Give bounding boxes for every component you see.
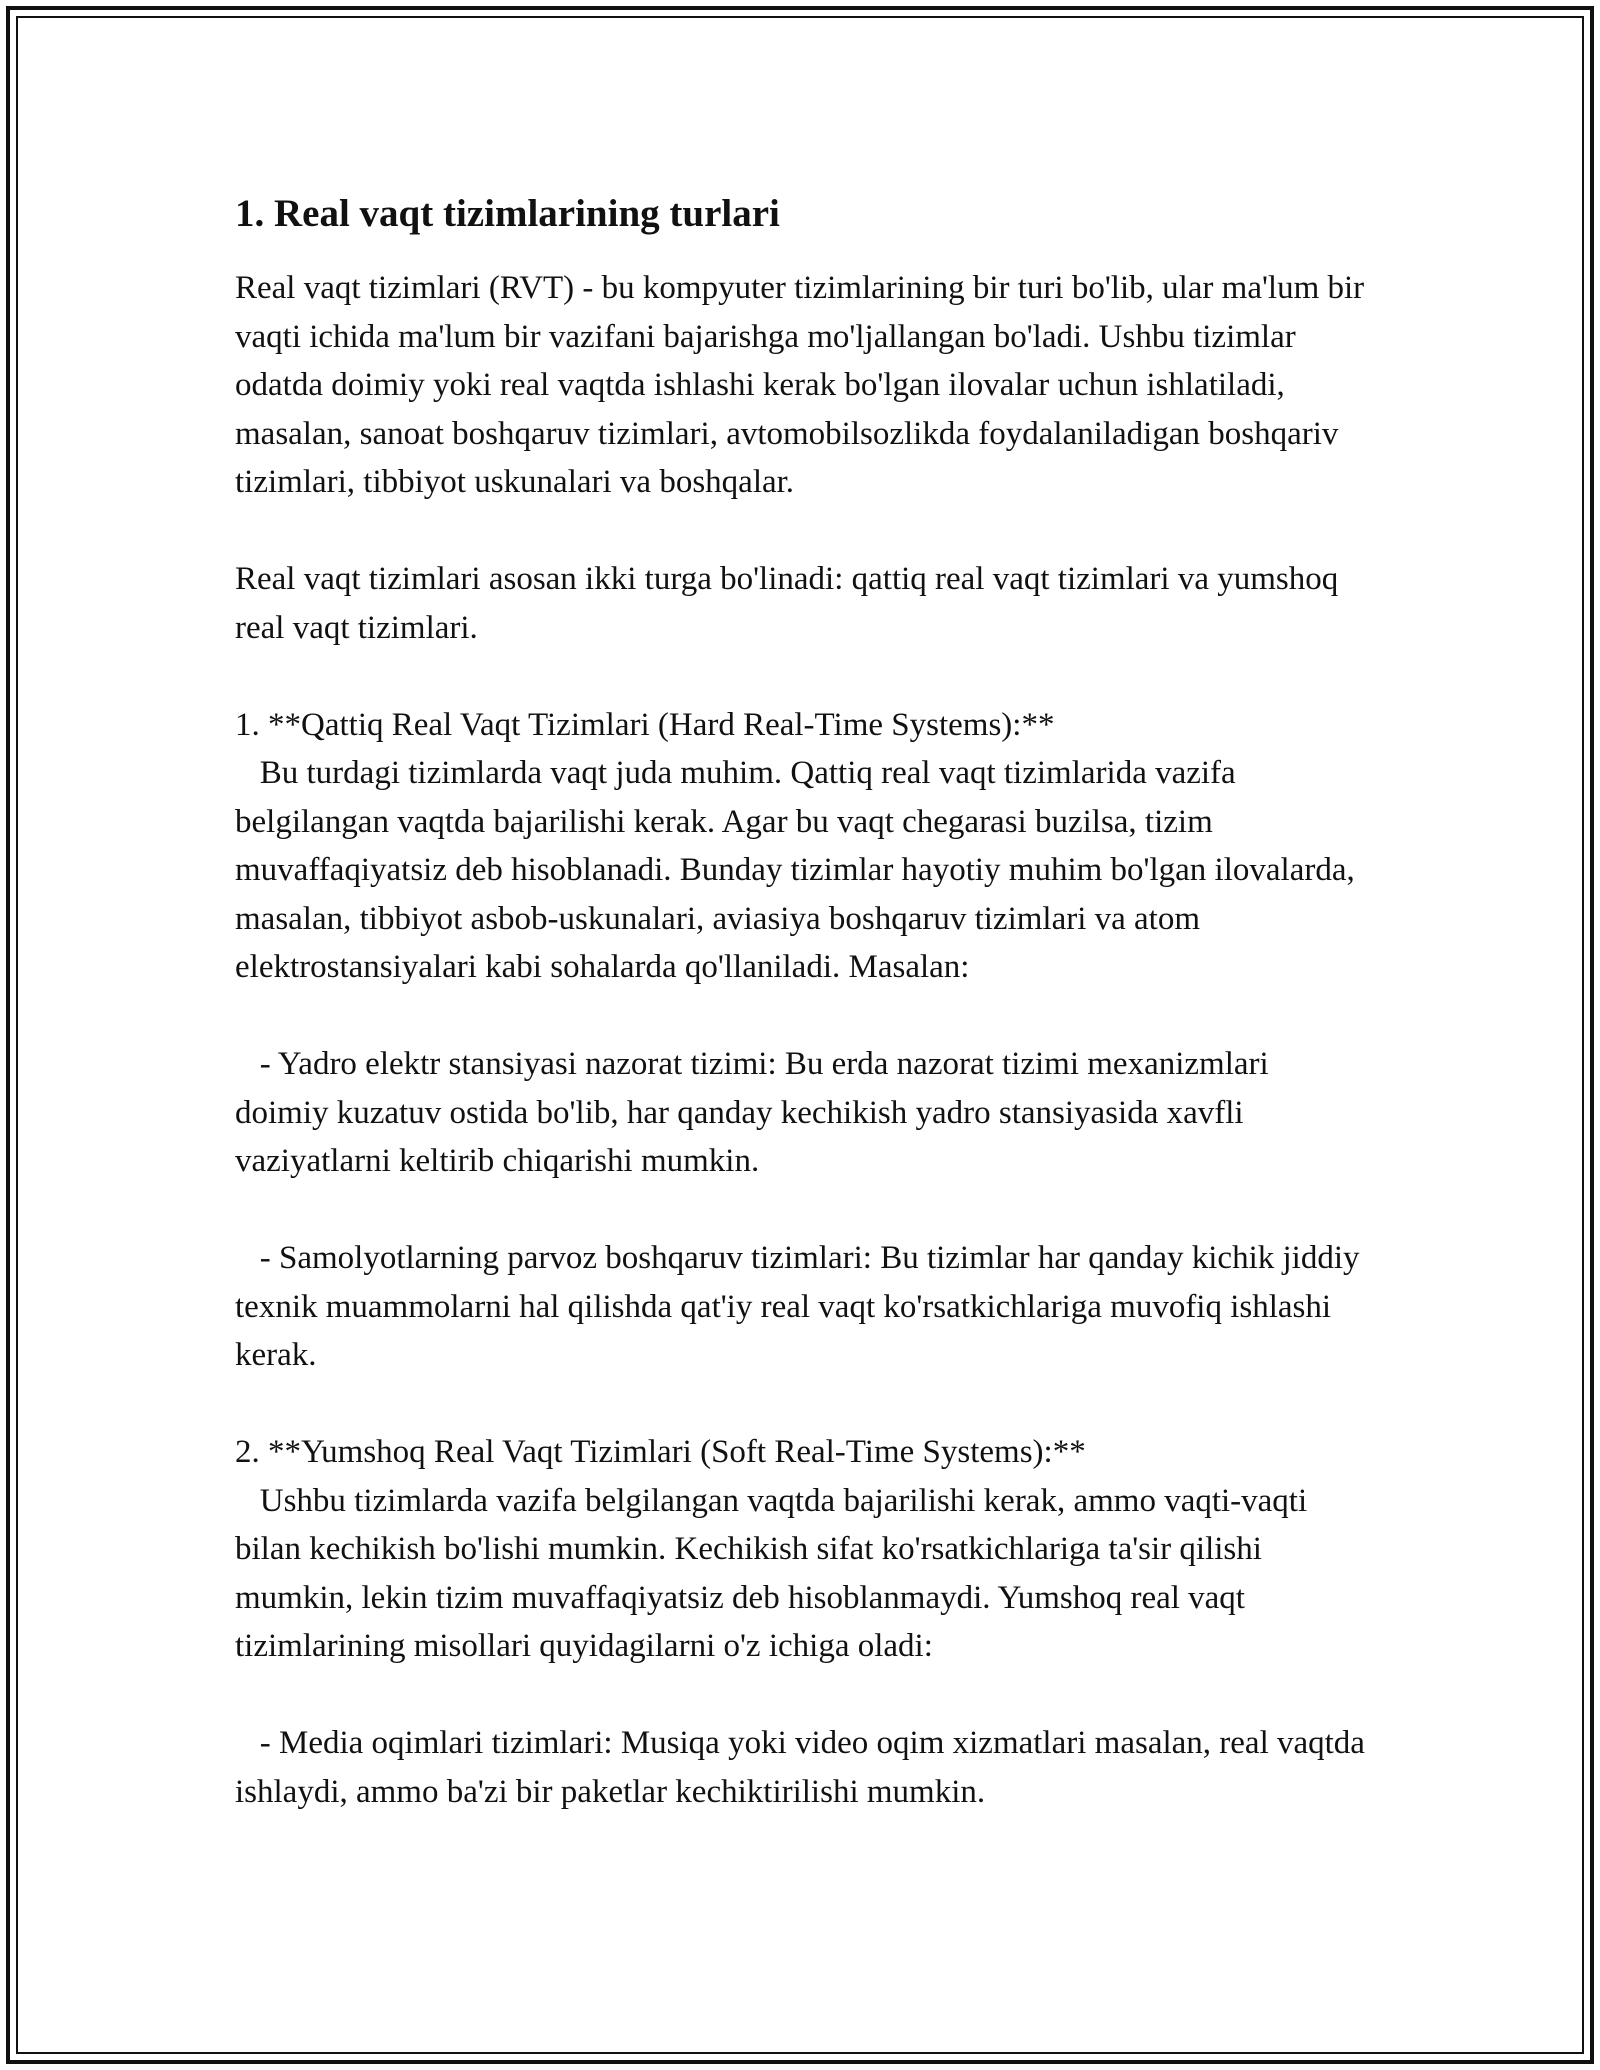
list-item-media-streaming: - Media oqimlari tizimlari: Musiqa yoki video oqim xizmatlari masalan, real vaqtda ishlaydi, ammo ba'zi bir paketlar kechiktirilishi mumkin. [235, 1725, 1374, 1810]
list-item-flight-control: - Samolyotlarning parvoz boshqaruv tizimlari: Bu tizimlar har qanday kichik jiddiy texnik muammolarni hal qilishda qat'iy real vaqt ko'rsatkichlariga muvofiq ishlashi kerak. [235, 1240, 1368, 1373]
paragraph-intro: Real vaqt tizimlari (RVT) - bu kompyuter tizimlarining bir turi bo'lib, ular ma'lum bir vaqti ichida ma'lum bir vazifani bajarishga mo'ljallangan bo'ladi. Ushbu tizimlar odatda doimiy yoki real vaqtda ishlashi kerak bo'lgan ilovalar uchun ishlatiladi, masalan, sanoat boshqaruv tizimlari, avtomobilsozlikda foydalaniladigan boshqariv tizimlari, tibbiyot uskunalari va boshqalar. [235, 270, 1373, 500]
document-title: 1. Real vaqt tizimlarining turlari [235, 192, 780, 235]
paragraph-spacer [235, 507, 1365, 556]
document-body [235, 190, 1374, 1816]
paragraph-spacer [235, 652, 1365, 701]
list-item-nuclear-control: - Yadro elektr stansiyasi nazorat tizimi: Bu erda nazorat tizimi mexanizmlari doimiy kuzatuv ostida bo'lib, har qanday kechikish yadro stansiyasida xavfli vaziyatlarni keltirib chiqarishi mumkin. [235, 1046, 1277, 1179]
paragraph-soft-realtime: 2. **Yumshoq Real Vaqt Tizimlari (Soft Real-Time Systems):** Ushbu tizimlarda vazifa belgilangan vaqtda bajarilishi kerak, ammo vaqti-vaqti bilan kechikish bo'lishi mumkin. Kechikish sifat ko'rsatkichlariga ta'sir qilishi mumkin, lekin tizim muvaffaqiyatsiz deb hisoblanmaydi. Yumshoq real vaqt tizimlarining misollari quyidagilarni o'z ichiga oladi: [235, 1434, 1308, 1664]
paragraph-spacer [235, 992, 1365, 1041]
paragraph-spacer [235, 1380, 1365, 1429]
paragraph-hard-realtime: 1. **Qattiq Real Vaqt Tizimlari (Hard Real-Time Systems):** Bu turdagi tizimlarda vaqt juda muhim. Qattiq real vaqt tizimlarida vazifa belgilangan vaqtda bajarilishi kerak. Agar bu vaqt chegarasi buzilsa, tizim muvaffaqiyatsiz deb hisoblanadi. Bunday tizimlar hayotiy muhim bo'lgan ilovalarda, masalan, tibbiyot asbob-uskunalari, aviasiya boshqaruv tizimlari va atom elektrostansiyalari kabi sohalarda qo'llaniladi. Masalan: [235, 706, 1355, 985]
paragraph-types: Real vaqt tizimlari asosan ikki turga bo'linadi: qattiq real vaqt tizimlari va yumshoq real vaqt tizimlari. [235, 561, 1347, 646]
paragraph-spacer [235, 1671, 1365, 1720]
paragraph-spacer [235, 1186, 1365, 1235]
